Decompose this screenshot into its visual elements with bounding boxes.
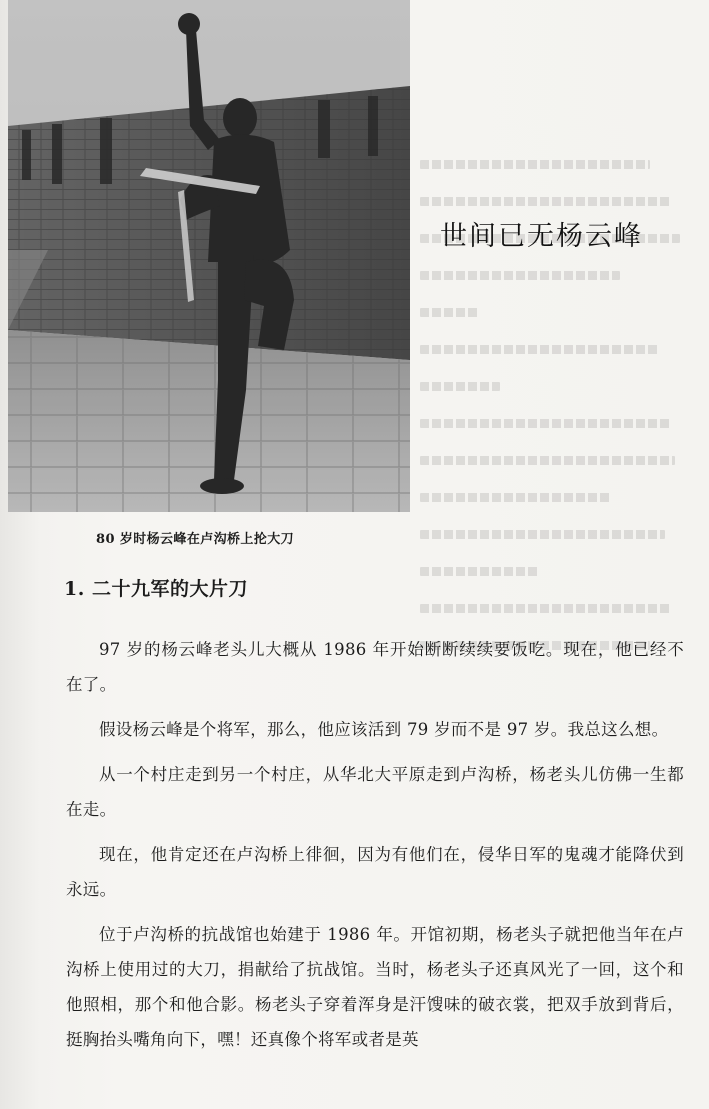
body-text: [66, 632, 684, 1067]
photo-yang-yunfeng-with-broadsword: [8, 0, 410, 512]
chapter-title: 世间已无杨云峰: [440, 221, 643, 252]
paragraph: 97 岁的杨云峰老头儿大概从 1986 年开始断断续续要饭吃。现在，他已经不在了。: [66, 640, 684, 694]
paragraph: 位于卢沟桥的抗战馆也始建于 1986 年。开馆初期，杨老头子就把他当年在卢沟桥上使用过的大刀，捐献给了抗战馆。当时，杨老头子还真风光了一回，这个和他照相，那个和他合影。杨老头子穿着浑身是汗馊味的破衣裳，把双手放到背后，挺胸抬头嘴角向下，嘿！还真像个将军或者是英: [66, 925, 684, 1049]
section-heading: 1. 二十九军的大片刀: [64, 578, 248, 600]
paragraph: 从一个村庄走到另一个村庄，从华北大平原走到卢沟桥，杨老头儿仿佛一生都在走。: [66, 765, 684, 819]
photo-caption: 80 岁时杨云峰在卢沟桥上抡大刀: [96, 532, 295, 547]
paragraph: 现在，他肯定还在卢沟桥上徘徊，因为有他们在，侵华日军的鬼魂才能降伏到永远。: [66, 845, 684, 899]
paragraph: 假设杨云峰是个将军，那么，他应该活到 79 岁而不是 97 岁。我总这么想。: [99, 720, 669, 739]
